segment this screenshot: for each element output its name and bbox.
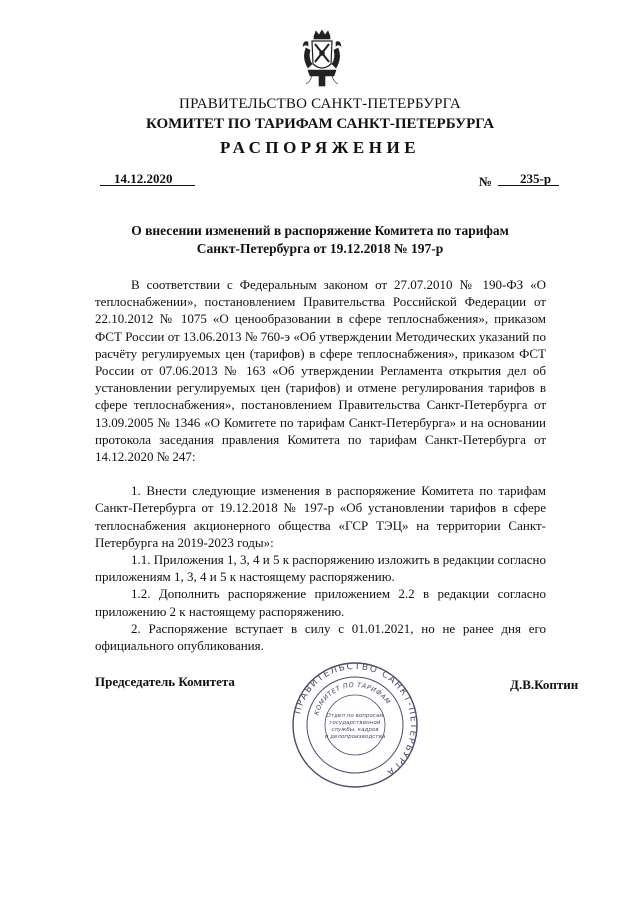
document-body xyxy=(95,276,546,654)
stamp-center-line: и делопроизводства xyxy=(324,734,386,740)
stamp-center-line: службы, кадров xyxy=(331,727,379,733)
document-number: 235-р xyxy=(498,172,559,186)
official-stamp xyxy=(290,660,420,790)
number-sign: № xyxy=(479,174,493,189)
stamp-inner-text: КОМИТЕТ ПО ТАРИФАМ xyxy=(312,680,393,717)
stamp-center-line: государственной xyxy=(329,720,381,726)
item-1-2-paragraph: 1.2. Дополнить распоряжение приложением 2.2 в редакции согласно приложению 2 к настоящему распоряжению. xyxy=(95,586,546,619)
item-1-1-paragraph: 1.1. Приложения 1, 3, 4 и 5 к распоряжению изложить в редакции согласно приложениям 1, 3, 4 и 5 к настоящему распоряжению. xyxy=(95,552,546,585)
stamp-outer-text: ПРАВИТЕЛЬСТВО САНКТ-ПЕТЕРБУРГА xyxy=(293,661,419,778)
stamp-center-line: Отдел по вопросам xyxy=(326,713,384,719)
title-line-2: Санкт-Петербурга от 19.12.2018 № 197-р xyxy=(196,241,444,256)
committee-name: КОМИТЕТ ПО ТАРИФАМ САНКТ-ПЕТЕРБУРГА xyxy=(145,116,495,132)
coat-of-arms-icon xyxy=(300,30,344,88)
title-line-1: О внесении изменений в распоряжение Комитета по тарифам xyxy=(131,223,509,238)
item-2-paragraph: 2. Распоряжение вступает в силу с 01.01.2021, но не ранее дня его официального опубликования. xyxy=(95,620,546,654)
preamble-paragraph: В соответствии с Федеральным законом от 27.07.2010 № 190-ФЗ «О теплоснабжении», постановлением Правительства Российской Федерации от 22.10.2012 № 1075 «О ценообразовании в сфере теплоснабжения», приказом ФСТ России от 13.06.2013 № 760-э «Об утверждении Методических указаний по расчёту регулируемых цен (тарифов) в сфере теплоснабжения», приказом ФСТ России от 07.06.2013 № 163 «Об утверждении Регламента открытия дел об установлении регулируемых цен (тарифов) и отмене регулирования тарифов в сфере теплоснабжения», постановлением Правительства Санкт-Петербурга от 13.09.2005 № 1346 «О Комитете по тарифам Санкт-Петербурга» и на основании протокола заседания правления Комитета по тарифам Санкт-Петербурга от 14.12.2020 № 247: xyxy=(95,277,546,465)
svg-text:КОМИТЕТ ПО ТАРИФАМ xyxy=(312,681,392,716)
document-title xyxy=(90,222,550,258)
government-name: ПРАВИТЕЛЬСТВО САНКТ-ПЕТЕРБУРГА xyxy=(179,96,461,112)
item-1-paragraph: 1. Внести следующие изменения в распоряжение Комитета по тарифам Санкт-Петербурга от 19.12.2018 № 197-р «Об установлении тарифов в сфере теплоснабжения акционерного общества «ГСР ТЭЦ» на территории Санкт-Петербурга на 2019-2023 годы»: xyxy=(95,483,546,550)
document-type: РАСПОРЯЖЕНИЕ xyxy=(219,138,421,157)
signatory-name: Д.В.Коптин xyxy=(510,677,579,692)
signatory-position: Председатель Комитета xyxy=(95,674,235,689)
document-date: 14.12.2020 xyxy=(100,172,195,186)
